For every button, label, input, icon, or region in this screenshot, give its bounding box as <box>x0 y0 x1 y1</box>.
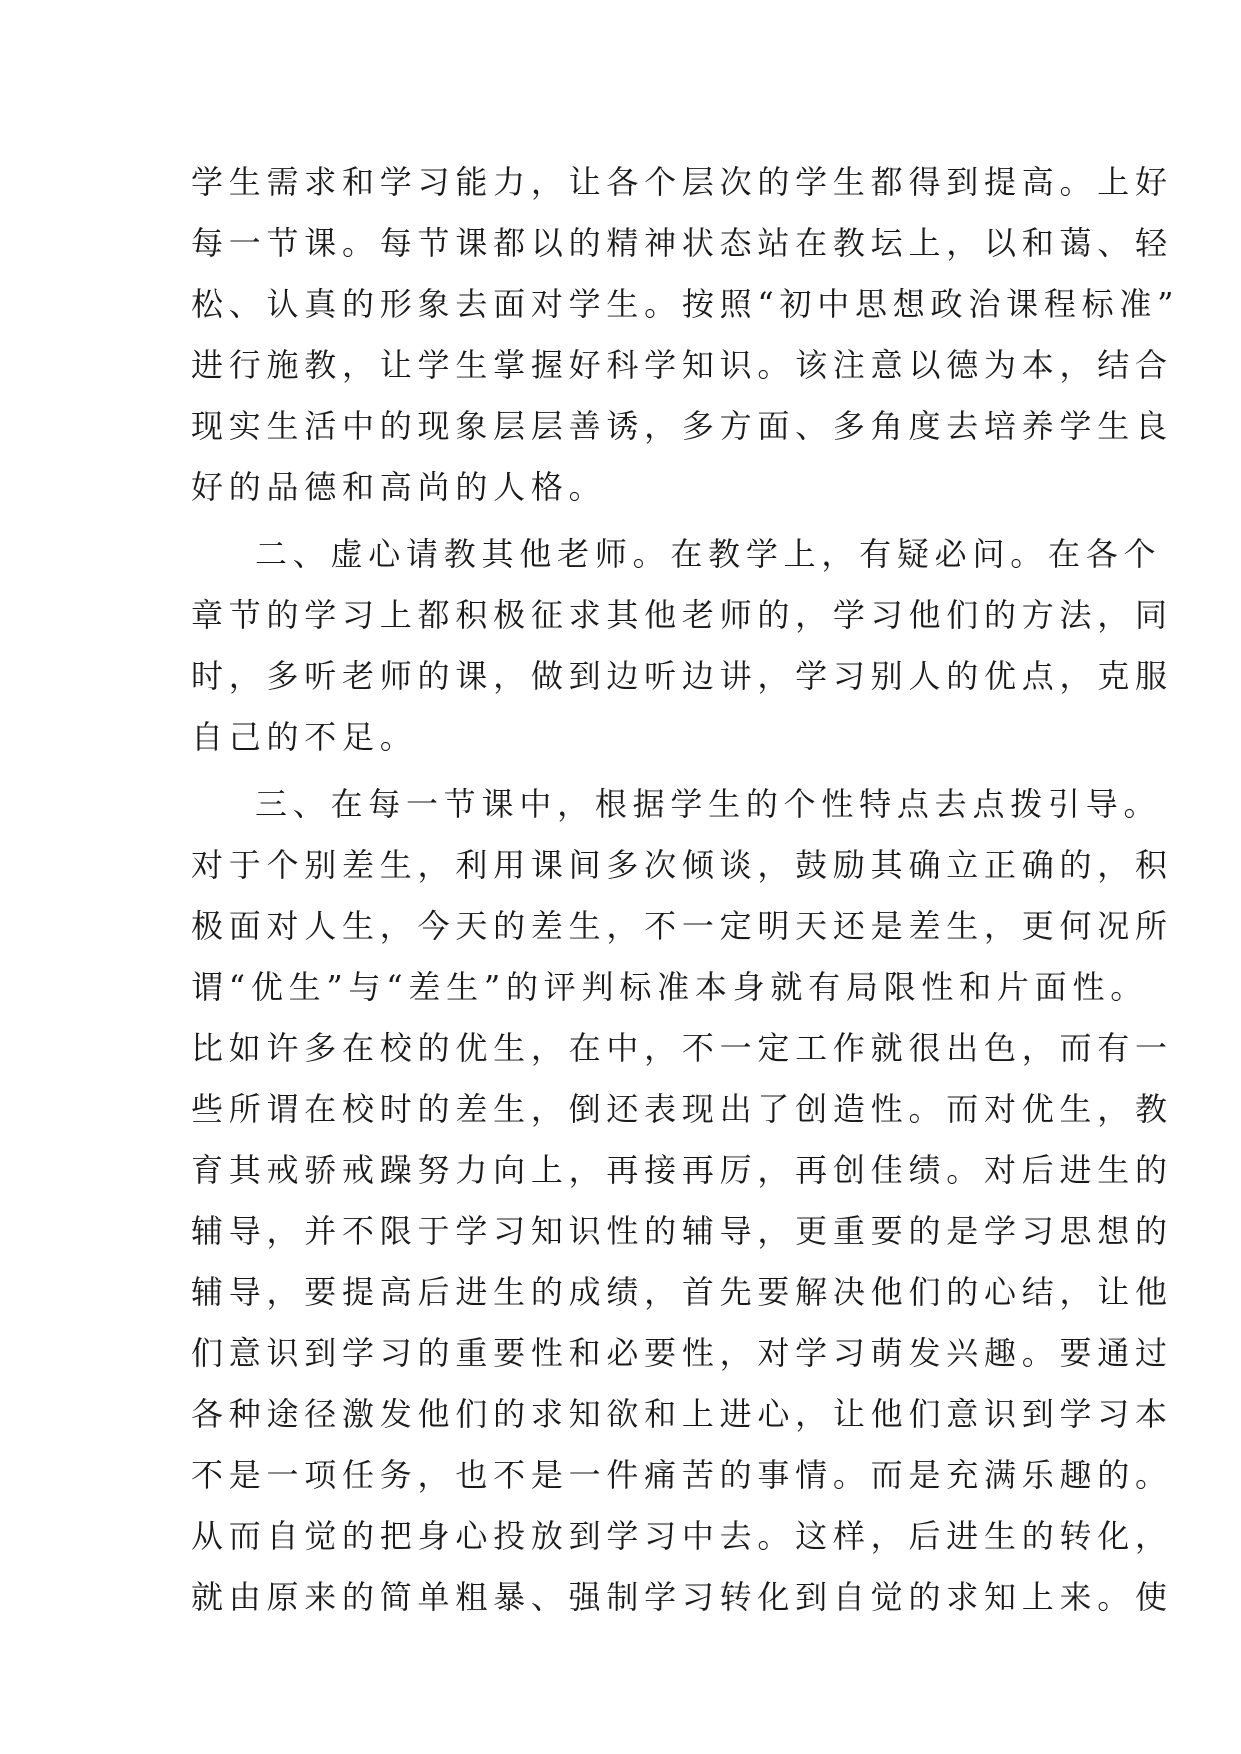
text-line: 学生需求和学习能力，让各个层次的学生都得到提高。上好 <box>191 163 1173 201</box>
text-line: 每一节课。每节课都以的精神状态站在教坛上，以和蔼、轻 <box>191 224 1173 262</box>
text-line: 们意识到学习的重要性和必要性，对学习萌发兴趣。要通过 <box>191 1334 1173 1372</box>
text-line: 极面对人生，今天的差生，不一定明天还是差生，更何况所 <box>191 907 1173 945</box>
text-line: 辅导，要提高后进生的成绩，首先要解决他们的心结，让他 <box>191 1273 1173 1311</box>
text-line: 好的品德和高尚的人格。 <box>191 468 607 506</box>
text-line: 自己的不足。 <box>191 718 418 756</box>
text-line: 些所谓在校时的差生，倒还表现出了创造性。而对优生，教 <box>191 1090 1173 1128</box>
text-line: 时，多听老师的课，做到边听边讲，学习别人的优点，克服 <box>191 657 1173 695</box>
text-line: 不是一项任务，也不是一件痛苦的事情。而是充满乐趣的。 <box>191 1456 1173 1494</box>
document-body <box>191 152 1180 1628</box>
text-line: 二、虚心请教其他老师。在教学上，有疑必问。在各个 <box>255 535 1162 573</box>
text-line: 各种途径激发他们的求知欲和上进心，让他们意识到学习本 <box>191 1395 1173 1433</box>
text-line: 现实生活中的现象层层善诱，多方面、多角度去培养学生良 <box>191 407 1173 445</box>
paragraph-3 <box>191 774 1173 1628</box>
text-line: 从而自觉的把身心投放到学习中去。这样，后进生的转化， <box>191 1517 1173 1555</box>
text-line: 进行施教，让学生掌握好科学知识。该注意以德为本，结合 <box>191 346 1173 384</box>
text-line: 对于个别差生，利用课间多次倾谈，鼓励其确立正确的，积 <box>191 846 1173 884</box>
text-line: 三、在每一节课中，根据学生的个性特点去点拨引导。 <box>255 785 1162 823</box>
paragraph-2 <box>191 524 1173 768</box>
text-line: 章节的学习上都积极征求其他老师的，学习他们的方法，同 <box>191 596 1173 634</box>
text-line: 就由原来的简单粗暴、强制学习转化到自觉的求知上来。使 <box>191 1578 1173 1616</box>
paragraph-1 <box>191 152 1180 518</box>
text-line: 辅导，并不限于学习知识性的辅导，更重要的是学习思想的 <box>191 1212 1173 1250</box>
text-line: 谓“优生”与“差生”的评判标准本身就有局限性和片面性。 <box>191 968 1148 1006</box>
text-line: 育其戒骄戒躁努力向上，再接再厉，再创佳绩。对后进生的 <box>191 1151 1173 1189</box>
text-line: 比如许多在校的优生，在中，不一定工作就很出色，而有一 <box>191 1029 1173 1067</box>
text-line: 松、认真的形象去面对学生。按照“初中思想政治课程标准” <box>191 285 1180 323</box>
